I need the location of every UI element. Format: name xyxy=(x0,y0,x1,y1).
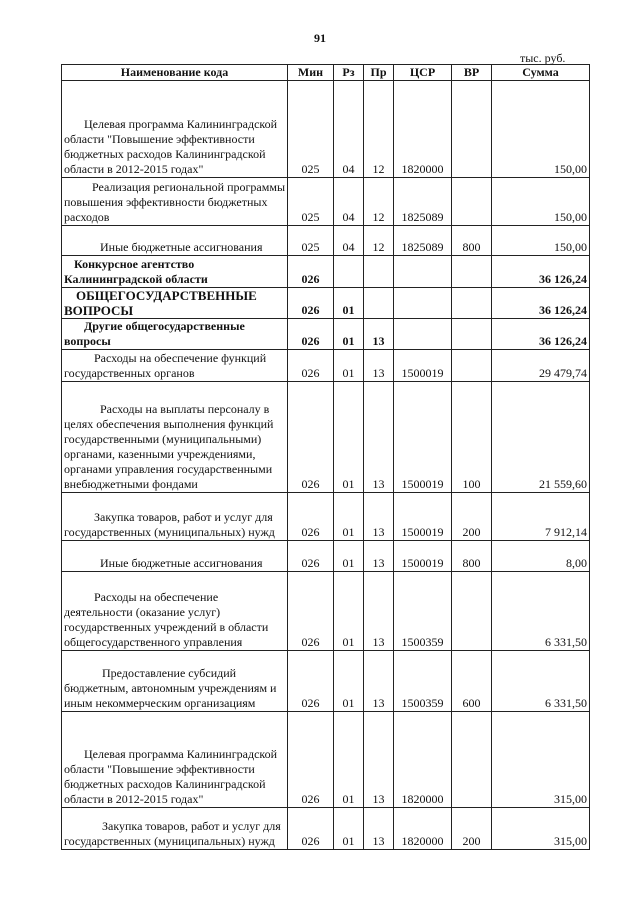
row-name: Расходы на обеспечение функций государственных органов xyxy=(62,350,288,382)
row-sum: 29 479,74 xyxy=(492,350,590,382)
row-csr: 1500359 xyxy=(394,651,452,712)
row-name: Закупка товаров, работ и услуг для государственных (муниципальных) нужд xyxy=(62,493,288,541)
row-min: 026 xyxy=(288,288,334,319)
row-vr: 200 xyxy=(452,493,492,541)
row-pr: 13 xyxy=(364,808,394,850)
row-rz: 01 xyxy=(334,382,364,493)
row-pr: 12 xyxy=(364,226,394,256)
row-min: 026 xyxy=(288,541,334,572)
header-vr: ВР xyxy=(452,65,492,81)
table-row xyxy=(62,81,590,178)
row-sum: 6 331,50 xyxy=(492,651,590,712)
row-sum: 150,00 xyxy=(492,178,590,226)
row-sum: 315,00 xyxy=(492,712,590,808)
row-name: Целевая программа Калининградской области "Повышение эффективности бюджетных расходов Калининградской области в 2012-2015 годах" xyxy=(62,81,288,178)
row-name: Конкурсное агентство Калининградской области xyxy=(62,256,288,288)
table-row xyxy=(62,651,590,712)
row-csr: 1825089 xyxy=(394,178,452,226)
row-csr: 1820000 xyxy=(394,808,452,850)
table-row xyxy=(62,572,590,651)
row-vr xyxy=(452,319,492,350)
row-vr xyxy=(452,350,492,382)
row-name: ОБЩЕГОСУДАРСТВЕННЫЕ ВОПРОСЫ xyxy=(62,288,288,319)
header-min: Мин xyxy=(288,65,334,81)
header-sum: Сумма xyxy=(492,65,590,81)
row-vr xyxy=(452,178,492,226)
row-rz: 01 xyxy=(334,541,364,572)
header-csr: ЦСР xyxy=(394,65,452,81)
row-min: 025 xyxy=(288,178,334,226)
table-row xyxy=(62,808,590,850)
row-csr: 1825089 xyxy=(394,226,452,256)
table-row xyxy=(62,350,590,382)
row-csr xyxy=(394,288,452,319)
row-csr: 1500359 xyxy=(394,572,452,651)
row-min: 026 xyxy=(288,651,334,712)
row-csr: 1500019 xyxy=(394,541,452,572)
table-row xyxy=(62,226,590,256)
row-vr xyxy=(452,256,492,288)
row-vr: 800 xyxy=(452,541,492,572)
row-sum: 36 126,24 xyxy=(492,256,590,288)
row-name: Другие общегосударственные вопросы xyxy=(62,319,288,350)
row-sum: 315,00 xyxy=(492,808,590,850)
row-sum: 7 912,14 xyxy=(492,493,590,541)
row-min: 026 xyxy=(288,382,334,493)
row-rz: 01 xyxy=(334,712,364,808)
row-pr xyxy=(364,288,394,319)
row-csr xyxy=(394,319,452,350)
row-name: Расходы на обеспечение деятельности (оказание услуг) государственных учреждений в области общегосударственного управления xyxy=(62,572,288,651)
row-pr: 12 xyxy=(364,81,394,178)
row-pr: 13 xyxy=(364,319,394,350)
table-row xyxy=(62,319,590,350)
row-min: 026 xyxy=(288,712,334,808)
row-min: 025 xyxy=(288,81,334,178)
row-rz xyxy=(334,256,364,288)
row-pr: 13 xyxy=(364,493,394,541)
row-min: 026 xyxy=(288,350,334,382)
row-csr: 1820000 xyxy=(394,81,452,178)
row-min: 026 xyxy=(288,319,334,350)
row-rz: 01 xyxy=(334,651,364,712)
table-row xyxy=(62,288,590,319)
budget-table xyxy=(61,64,590,850)
row-name: Иные бюджетные ассигнования xyxy=(62,226,288,256)
row-vr: 100 xyxy=(452,382,492,493)
row-csr: 1500019 xyxy=(394,382,452,493)
row-pr: 13 xyxy=(364,382,394,493)
row-rz: 04 xyxy=(334,178,364,226)
row-pr: 13 xyxy=(364,651,394,712)
row-vr xyxy=(452,288,492,319)
row-rz: 01 xyxy=(334,493,364,541)
row-name: Предоставление субсидий бюджетным, автономным учреждениям и иным некоммерческим организациям xyxy=(62,651,288,712)
row-min: 026 xyxy=(288,256,334,288)
row-sum: 6 331,50 xyxy=(492,572,590,651)
page-number: 91 xyxy=(314,31,326,45)
table-row xyxy=(62,256,590,288)
table-row xyxy=(62,712,590,808)
row-vr: 800 xyxy=(452,226,492,256)
row-rz: 01 xyxy=(334,350,364,382)
row-vr xyxy=(452,572,492,651)
row-sum: 36 126,24 xyxy=(492,288,590,319)
header-pr: Пр xyxy=(364,65,394,81)
row-rz: 01 xyxy=(334,572,364,651)
row-name: Иные бюджетные ассигнования xyxy=(62,541,288,572)
row-pr: 12 xyxy=(364,178,394,226)
row-pr: 13 xyxy=(364,350,394,382)
row-name: Закупка товаров, работ и услуг для государственных (муниципальных) нужд xyxy=(62,808,288,850)
row-rz: 04 xyxy=(334,81,364,178)
table-row xyxy=(62,178,590,226)
row-sum: 150,00 xyxy=(492,226,590,256)
units-label: тыс. руб. xyxy=(520,51,566,65)
row-pr: 13 xyxy=(364,572,394,651)
table-header-row xyxy=(62,65,590,81)
row-sum: 36 126,24 xyxy=(492,319,590,350)
row-name: Реализация региональной программы повышения эффективности бюджетных расходов xyxy=(62,178,288,226)
row-csr: 1500019 xyxy=(394,350,452,382)
row-vr xyxy=(452,712,492,808)
row-rz: 01 xyxy=(334,288,364,319)
row-vr: 600 xyxy=(452,651,492,712)
row-name: Целевая программа Калининградской области "Повышение эффективности бюджетных расходов Калининградской области в 2012-2015 годах" xyxy=(62,712,288,808)
row-csr xyxy=(394,256,452,288)
row-name: Расходы на выплаты персоналу в целях обеспечения выполнения функций государственными (муниципальными) органами, казенными учреждениями, органами управления государственными внебюджетными фондами xyxy=(62,382,288,493)
row-pr xyxy=(364,256,394,288)
row-sum: 150,00 xyxy=(492,81,590,178)
row-min: 026 xyxy=(288,493,334,541)
row-rz: 01 xyxy=(334,808,364,850)
row-sum: 21 559,60 xyxy=(492,382,590,493)
row-min: 026 xyxy=(288,808,334,850)
row-csr: 1820000 xyxy=(394,712,452,808)
row-rz: 04 xyxy=(334,226,364,256)
row-pr: 13 xyxy=(364,712,394,808)
table-row xyxy=(62,493,590,541)
row-pr: 13 xyxy=(364,541,394,572)
row-vr: 200 xyxy=(452,808,492,850)
row-csr: 1500019 xyxy=(394,493,452,541)
table-row xyxy=(62,382,590,493)
row-min: 026 xyxy=(288,572,334,651)
header-rz: Рз xyxy=(334,65,364,81)
row-vr xyxy=(452,81,492,178)
table-row xyxy=(62,541,590,572)
header-name: Наименование кода xyxy=(62,65,288,81)
row-min: 025 xyxy=(288,226,334,256)
row-sum: 8,00 xyxy=(492,541,590,572)
row-rz: 01 xyxy=(334,319,364,350)
